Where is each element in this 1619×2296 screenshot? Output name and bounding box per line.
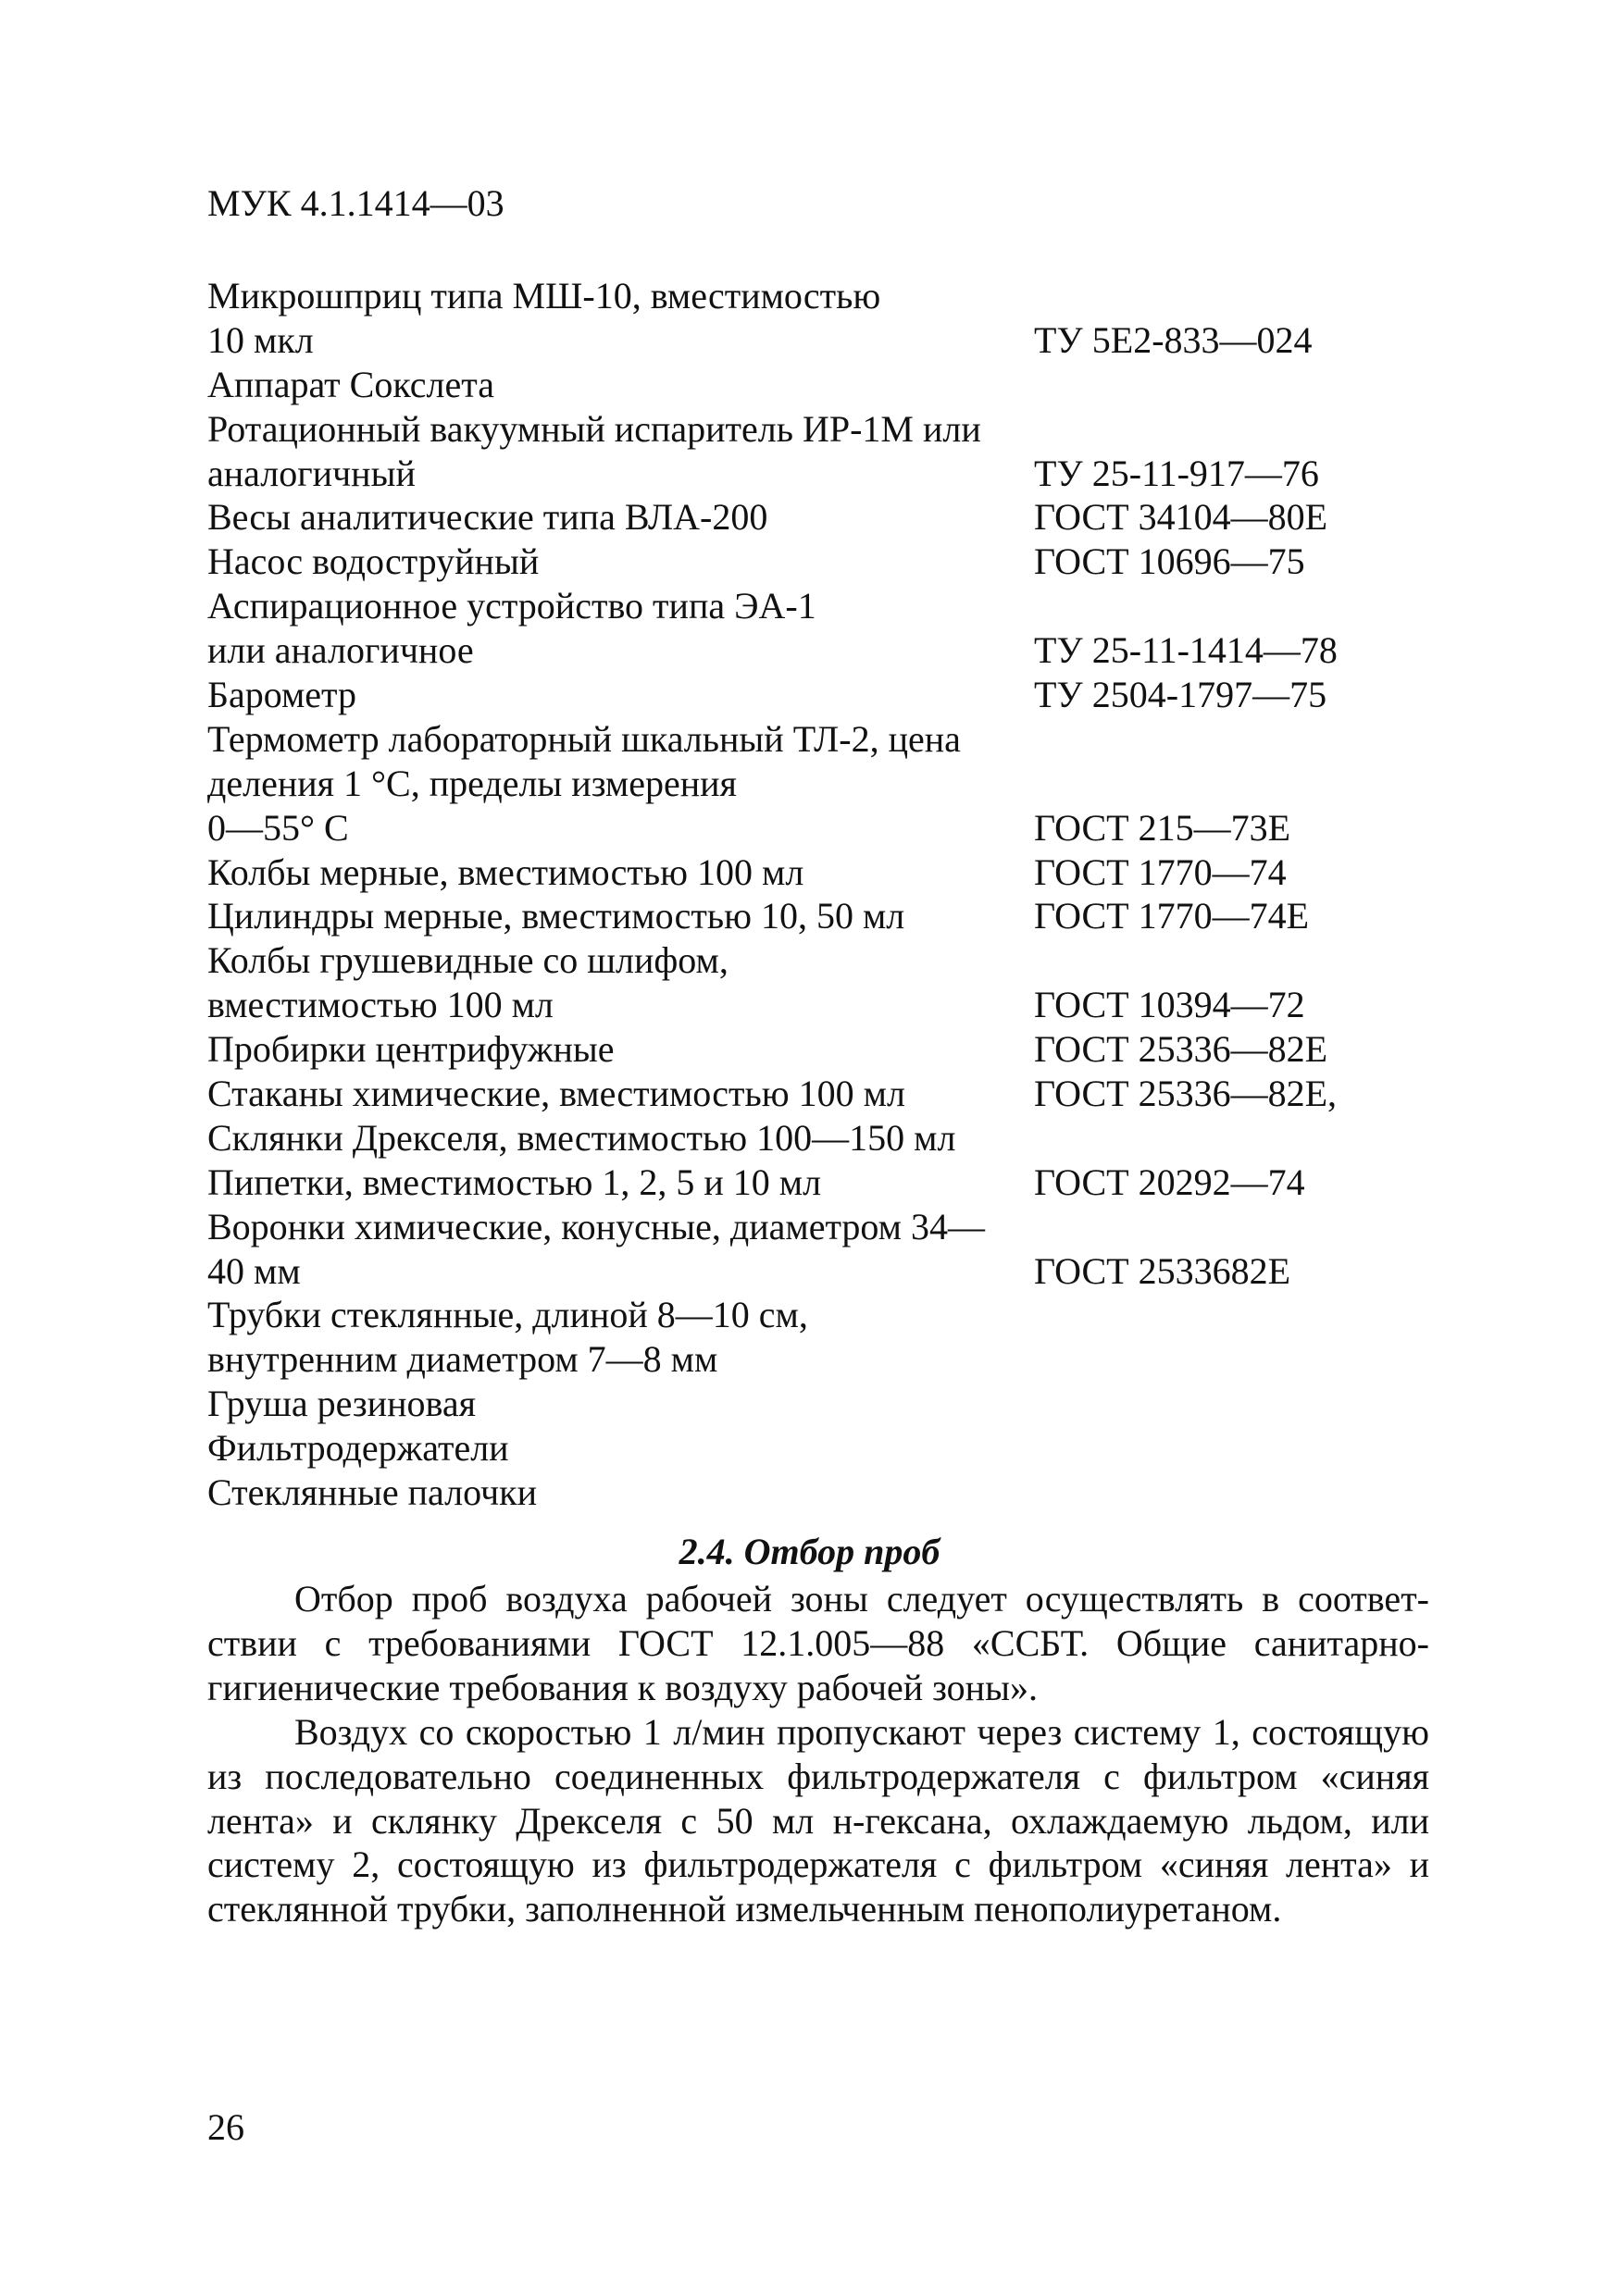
- equipment-standard: ГОСТ 20292—74: [1034, 1160, 1305, 1203]
- equipment-row: [207, 806, 1411, 850]
- equipment-row: [207, 1471, 1411, 1515]
- equipment-name: деления 1 °С, пределы измерения: [207, 762, 737, 804]
- equipment-name: Весы аналитические типа ВЛА-200: [207, 496, 768, 539]
- equipment-row: [207, 1293, 1411, 1337]
- equipment-standard: ГОСТ 25336—82Е: [1034, 1028, 1328, 1071]
- equipment-name: Стаканы химические, вместимостью 100 мл: [207, 1073, 905, 1115]
- equipment-row: [207, 762, 1411, 806]
- equipment-standard: ГОСТ 215—73Е: [1034, 806, 1291, 849]
- equipment-row: [207, 894, 1411, 938]
- equipment-row: [207, 983, 1411, 1027]
- equipment-standard: ГОСТ 2533682Е: [1034, 1249, 1291, 1292]
- equipment-standard: ТУ 25-11-1414—78: [1034, 629, 1338, 672]
- equipment-name: Воронки химические, конусные, диаметром 34—: [207, 1205, 985, 1247]
- equipment-name: Барометр: [207, 674, 356, 716]
- equipment-row: [207, 274, 1411, 318]
- equipment-name: Аспирационное устройство типа ЭА-1: [207, 585, 816, 627]
- paragraph-1: Отбор проб воздуха рабочей зоны следует осуществлять в соответствии с требованиями ГОСТ 12.1.005—88 «ССБТ. Общие санитарно-гигиенические требования к воздуху рабочей зоны».: [207, 1578, 1429, 1708]
- equipment-name: Цилиндры мерные, вместимостью 10, 50 мл: [207, 895, 905, 937]
- equipment-standard: ГОСТ 1770—74: [1034, 850, 1287, 893]
- equipment-name: Трубки стеклянные, длиной 8—10 см,: [207, 1294, 808, 1336]
- equipment-name: Термометр лабораторный шкальный ТЛ-2, цена: [207, 717, 961, 760]
- equipment-row: [207, 1072, 1411, 1116]
- equipment-row: [207, 1205, 1411, 1249]
- equipment-name: 40 мм: [207, 1249, 301, 1292]
- equipment-name: Склянки Дрекселя, вместимостью 100—150 мл: [207, 1116, 956, 1159]
- equipment-standard: ГОСТ 34104—80Е: [1034, 496, 1328, 539]
- equipment-name: вместимостью 100 мл: [207, 984, 554, 1026]
- equipment-name: Пипетки, вместимостью 1, 2, 5 и 10 мл: [207, 1160, 822, 1203]
- equipment-row: [207, 850, 1411, 895]
- equipment-standard: ГОСТ 25336—82Е,: [1034, 1073, 1338, 1115]
- equipment-standard: ГОСТ 10394—72: [1034, 984, 1305, 1026]
- equipment-standard: ТУ 25-11-917—76: [1034, 452, 1319, 494]
- equipment-name: Груша резиновая: [207, 1383, 476, 1425]
- equipment-row: [207, 717, 1411, 762]
- equipment-row: [207, 540, 1411, 584]
- equipment-name: Фильтродержатели: [207, 1427, 509, 1470]
- equipment-name: Ротационный вакуумный испаритель ИР-1М или: [207, 407, 981, 450]
- equipment-row: [207, 584, 1411, 628]
- equipment-row: [207, 938, 1411, 983]
- equipment-name: Стеклянные палочки: [207, 1471, 538, 1514]
- equipment-row: [207, 452, 1411, 496]
- equipment-name: или аналогичное: [207, 629, 474, 672]
- equipment-name: Микрошприц типа МШ-10, вместимостью: [207, 275, 881, 316]
- equipment-row: [207, 1160, 1411, 1205]
- equipment-row: [207, 1249, 1411, 1294]
- equipment-standard: ТУ 5Е2-833—024: [1034, 318, 1313, 361]
- equipment-row: [207, 628, 1411, 673]
- equipment-name: внутренним диаметром 7—8 мм: [207, 1338, 718, 1381]
- equipment-name: 0—55° С: [207, 806, 349, 849]
- section-title: 2.4. Отбор проб: [679, 1531, 940, 1572]
- equipment-standard: ТУ 2504-1797—75: [1034, 674, 1327, 716]
- equipment-row: [207, 1116, 1411, 1160]
- equipment-name: Колбы мерные, вместимостью 100 мл: [207, 850, 804, 893]
- equipment-name: Аппарат Сокслета: [207, 363, 494, 405]
- equipment-row: [207, 318, 1411, 363]
- equipment-name: 10 мкл: [207, 318, 314, 361]
- section-body: [207, 1577, 1429, 1931]
- equipment-list: [207, 274, 1411, 1515]
- equipment-row: [207, 1382, 1411, 1426]
- equipment-name: Насос водоструйный: [207, 540, 540, 583]
- equipment-row: [207, 1426, 1411, 1471]
- equipment-name: Пробирки центрифужные: [207, 1028, 615, 1071]
- page-number: 26: [207, 2106, 244, 2148]
- equipment-name: Колбы грушевидные со шлифом,: [207, 939, 729, 982]
- document-code: МУК 4.1.1414—03: [207, 182, 504, 224]
- equipment-standard: ГОСТ 1770—74Е: [1034, 895, 1310, 937]
- equipment-row: [207, 1337, 1411, 1382]
- equipment-row: [207, 407, 1411, 452]
- equipment-standard: ГОСТ 10696—75: [1034, 540, 1305, 583]
- equipment-row: [207, 1027, 1411, 1072]
- equipment-row: [207, 495, 1411, 540]
- equipment-row: [207, 363, 1411, 407]
- equipment-row: [207, 673, 1411, 717]
- equipment-name: аналогичный: [207, 452, 416, 494]
- paragraph-2: Воздух со скоростью 1 л/мин пропускают через систему 1, состоящую из последовательно соединенных фильтродержателя с фильтром «синяя лента» и склянку Дрекселя с 50 мл н-гексана, охлаждаемую льдом, или систему 2, состоящую из фильтродержателя с фильтром «синяя лента» и стеклянной трубки, заполненной измельченным пенополиуретаном.: [207, 1710, 1429, 1930]
